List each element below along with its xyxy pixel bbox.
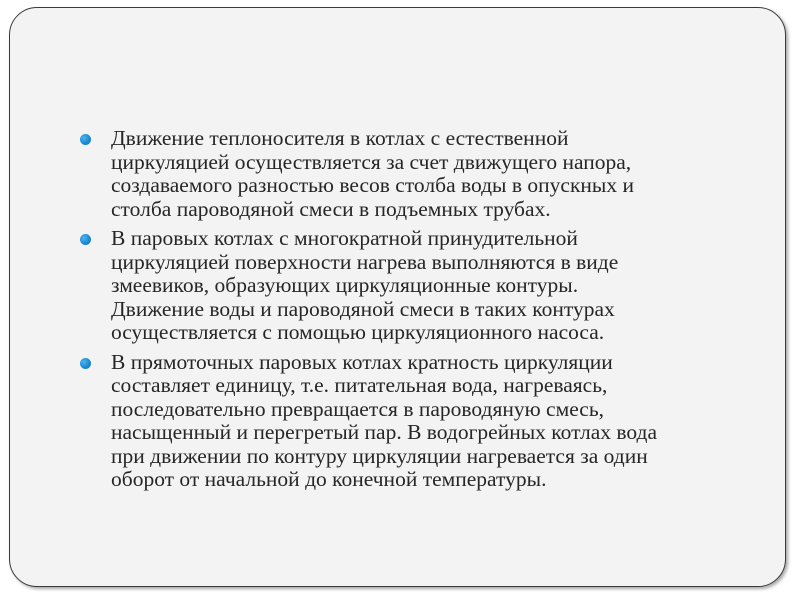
- text-line: осуществляется с помощью циркуляционного насоса.: [111, 320, 605, 344]
- text-line: при движении по контуру циркуляции нагревается за один: [111, 443, 648, 468]
- text-line: циркуляцией осуществляется за счет движущего напора,: [111, 149, 632, 174]
- text-line: Движение воды и пароводяной смеси в таких контурах: [111, 296, 615, 321]
- text-line: насыщенный и перегретый пар. В водогрейных котлах вода: [111, 420, 658, 444]
- text-line: циркуляцией поверхности нагрева выполняются в виде: [111, 249, 619, 274]
- text-line: оборот от начальной до конечной температуры.: [111, 467, 547, 491]
- bullet-circle-icon: [80, 234, 91, 245]
- bullet-text: [111, 227, 760, 345]
- bullet-text: [111, 351, 760, 492]
- bullet-item: [80, 127, 760, 221]
- bullet-circle-icon: [80, 358, 91, 369]
- text-line: змеевиков, образующих циркуляционные контуры.: [111, 273, 579, 297]
- text-line: В прямоточных паровых котлах кратность циркуляции: [111, 349, 613, 374]
- text-line: составляет единицу, т.е. питательная вода, нагреваясь,: [111, 373, 608, 397]
- slide-content: [80, 127, 760, 498]
- text-line: В паровых котлах с многократной принудительной: [111, 226, 578, 250]
- text-line: Движение теплоносителя в котлах с естественной: [111, 126, 569, 150]
- bullet-text: [111, 127, 760, 221]
- bullet-item: [80, 351, 760, 492]
- bullet-circle-icon: [80, 134, 91, 145]
- text-line: создаваемого разностью весов столба воды в опускных и: [111, 173, 634, 197]
- text-line: столба пароводяной смеси в подъемных трубах.: [111, 196, 551, 221]
- text-line: последовательно превращается в пароводяную смесь,: [111, 396, 604, 421]
- bullet-item: [80, 227, 760, 345]
